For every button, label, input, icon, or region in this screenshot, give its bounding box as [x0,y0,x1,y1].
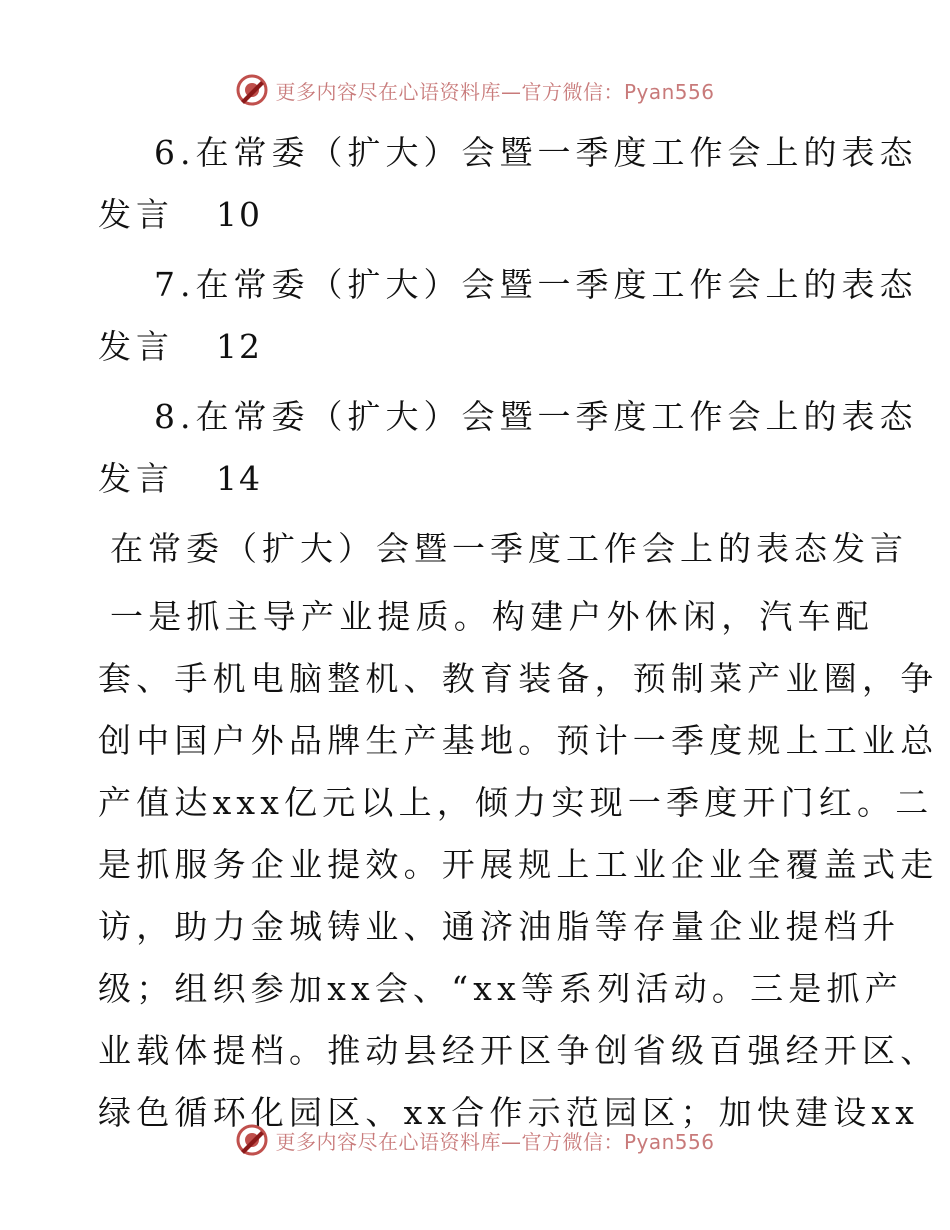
toc-entry-title-cont [98,316,858,378]
pen-logo-icon [235,73,269,107]
toc-entry-6[interactable] [98,122,918,246]
toc-entry-title-end: 发言 [98,327,174,366]
paragraph-line: 创中国户外品牌生产基地。预计一季度规上工业总 [98,721,939,760]
toc-entry-title-cont [98,448,858,510]
section-title: 在常委（扩大）会暨一季度工作会上的表态发言 [110,529,908,568]
toc-entry-title: 8.在常委（扩大）会暨一季度工作会上的表态 [154,397,918,436]
toc-entry-8[interactable] [98,386,918,510]
toc-page-number: 12 [216,327,262,366]
toc-entry-title: 7.在常委（扩大）会暨一季度工作会上的表态 [154,265,918,304]
body-paragraph [98,586,939,1144]
paragraph-line: 一是抓主导产业提质。构建户外休闲，汽车配 [110,597,874,636]
paragraph-line: 是抓服务企业提效。开展规上工业企业全覆盖式走 [98,845,939,884]
toc-entry-7[interactable] [98,254,918,378]
toc-entry-title-end: 发言 [98,195,174,234]
paragraph-line: 绿色循环化园区、xx合作示范园区；加快建设xx [98,1093,920,1132]
toc-page-number: 14 [216,459,262,498]
document-body [98,122,939,1144]
watermark-text: 更多内容尽在心语资料库—官方微信：Pyan556 [275,79,715,104]
toc-entry-title: 6.在常委（扩大）会暨一季度工作会上的表态 [154,133,918,172]
header-watermark [0,70,950,110]
pen-logo-icon [235,1123,269,1157]
toc-entry-title-end: 发言 [98,459,174,498]
paragraph-line: 业载体提档。推动县经开区争创省级百强经开区、 [98,1031,939,1070]
paragraph-line: 访，助力金城铸业、通济油脂等存量企业提档升 [98,907,901,946]
toc-page-number: 10 [216,195,262,234]
paragraph-line: 套、手机电脑整机、教育装备，预制菜产业圈，争 [98,659,939,698]
paragraph-line: 产值达xxx亿元以上，倾力实现一季度开门红。二 [98,783,934,822]
watermark-text: 更多内容尽在心语资料库—官方微信：Pyan556 [275,1129,715,1154]
paragraph-line: 级；组织参加xx会、“xx等系列活动。三是抓产 [98,969,903,1008]
footer-watermark [0,1120,950,1160]
toc-entry-title-cont [98,184,858,246]
